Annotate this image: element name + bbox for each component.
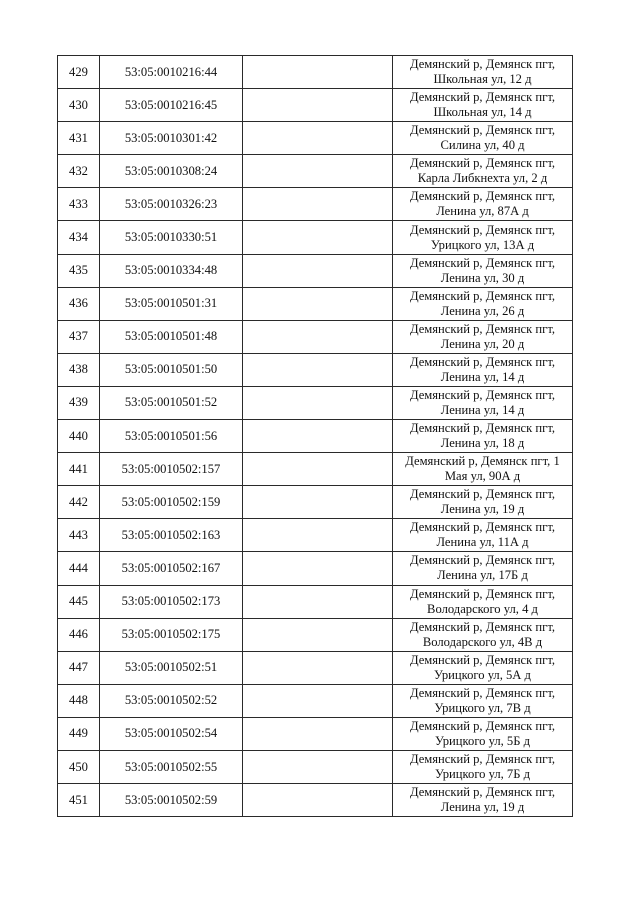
address-cell — [393, 784, 573, 817]
empty-cell — [243, 254, 393, 287]
empty-cell — [243, 784, 393, 817]
address-line-1: Демянский р, Демянск пгт, 1 — [405, 454, 560, 469]
cadastral-number-cell: 53:05:0010502:51 — [100, 651, 243, 684]
address-cell — [393, 221, 573, 254]
empty-cell — [243, 618, 393, 651]
address-line-2: Урицкого ул, 7Б д — [434, 767, 531, 782]
cadastral-number-cell: 53:05:0010502:159 — [100, 486, 243, 519]
table-row — [58, 552, 573, 585]
address-line-1: Демянский р, Демянск пгт, — [409, 487, 556, 502]
empty-cell — [243, 122, 393, 155]
row-number-cell: 435 — [58, 254, 100, 287]
table-row — [58, 89, 573, 122]
table-row — [58, 122, 573, 155]
address-cell — [393, 519, 573, 552]
table-row — [58, 56, 573, 89]
address-line-2: Школьная ул, 14 д — [433, 105, 532, 120]
empty-cell — [243, 684, 393, 717]
address-cell — [393, 122, 573, 155]
empty-cell — [243, 651, 393, 684]
row-number-cell: 430 — [58, 89, 100, 122]
address-cell — [393, 155, 573, 188]
table-row — [58, 486, 573, 519]
address-cell — [393, 320, 573, 353]
address-line-2: Силина ул, 40 д — [440, 138, 525, 153]
empty-cell — [243, 717, 393, 750]
row-number-cell: 449 — [58, 717, 100, 750]
empty-cell — [243, 89, 393, 122]
empty-cell — [243, 420, 393, 453]
table-row — [58, 221, 573, 254]
address-cell — [393, 188, 573, 221]
row-number-cell: 432 — [58, 155, 100, 188]
address-cell — [393, 56, 573, 89]
row-number-cell: 445 — [58, 585, 100, 618]
empty-cell — [243, 221, 393, 254]
row-number-cell: 442 — [58, 486, 100, 519]
address-cell — [393, 453, 573, 486]
table-row — [58, 519, 573, 552]
address-line-2: Ленина ул, 11А д — [436, 535, 529, 550]
address-line-1: Демянский р, Демянск пгт, — [409, 619, 556, 634]
address-line-1: Демянский р, Демянск пгт, — [409, 520, 556, 535]
address-line-1: Демянский р, Демянск пгт, — [409, 90, 556, 105]
address-line-1: Демянский р, Демянск пгт, — [409, 156, 556, 171]
table-row — [58, 320, 573, 353]
table-row — [58, 651, 573, 684]
address-line-2: Володарского ул, 4В д — [422, 634, 543, 649]
table-row — [58, 386, 573, 419]
address-line-1: Демянский р, Демянск пгт, — [409, 718, 556, 733]
table-row — [58, 585, 573, 618]
address-line-2: Урицкого ул, 5А д — [434, 667, 531, 682]
table-row — [58, 453, 573, 486]
empty-cell — [243, 353, 393, 386]
row-number-cell: 431 — [58, 122, 100, 155]
table-row — [58, 353, 573, 386]
address-line-1: Демянский р, Демянск пгт, — [409, 785, 556, 800]
table-row — [58, 717, 573, 750]
address-line-1: Демянский р, Демянск пгт, — [409, 752, 556, 767]
cadastral-number-cell: 53:05:0010326:23 — [100, 188, 243, 221]
address-cell — [393, 89, 573, 122]
row-number-cell: 429 — [58, 56, 100, 89]
address-line-2: Ленина ул, 14 д — [440, 402, 525, 417]
row-number-cell: 436 — [58, 287, 100, 320]
empty-cell — [243, 486, 393, 519]
address-cell — [393, 651, 573, 684]
address-cell — [393, 254, 573, 287]
empty-cell — [243, 155, 393, 188]
cadastral-number-cell: 53:05:0010501:31 — [100, 287, 243, 320]
property-table — [57, 55, 573, 817]
address-line-2: Карла Либкнехта ул, 2 д — [417, 171, 548, 186]
cadastral-number-cell: 53:05:0010502:173 — [100, 585, 243, 618]
address-line-2: Урицкого ул, 7В д — [434, 700, 531, 715]
empty-cell — [243, 453, 393, 486]
address-cell — [393, 287, 573, 320]
address-line-2: Урицкого ул, 5Б д — [434, 733, 531, 748]
cadastral-number-cell: 53:05:0010301:42 — [100, 122, 243, 155]
empty-cell — [243, 287, 393, 320]
cadastral-number-cell: 53:05:0010502:52 — [100, 684, 243, 717]
row-number-cell: 444 — [58, 552, 100, 585]
address-cell — [393, 684, 573, 717]
address-cell — [393, 420, 573, 453]
address-line-2: Школьная ул, 12 д — [433, 72, 532, 87]
table-row — [58, 618, 573, 651]
address-line-2: Ленина ул, 14 д — [440, 369, 525, 384]
row-number-cell: 433 — [58, 188, 100, 221]
address-cell — [393, 618, 573, 651]
row-number-cell: 438 — [58, 353, 100, 386]
row-number-cell: 448 — [58, 684, 100, 717]
empty-cell — [243, 188, 393, 221]
row-number-cell: 446 — [58, 618, 100, 651]
address-line-2: Ленина ул, 19 д — [440, 800, 525, 815]
cadastral-number-cell: 53:05:0010334:48 — [100, 254, 243, 287]
empty-cell — [243, 386, 393, 419]
address-cell — [393, 585, 573, 618]
cadastral-number-cell: 53:05:0010501:50 — [100, 353, 243, 386]
address-line-1: Демянский р, Демянск пгт, — [409, 189, 556, 204]
empty-cell — [243, 56, 393, 89]
table-row — [58, 420, 573, 453]
cadastral-number-cell: 53:05:0010502:59 — [100, 784, 243, 817]
address-line-2: Ленина ул, 30 д — [440, 270, 525, 285]
address-line-2: Ленина ул, 26 д — [440, 303, 525, 318]
address-line-1: Демянский р, Демянск пгт, — [409, 288, 556, 303]
cadastral-number-cell: 53:05:0010330:51 — [100, 221, 243, 254]
table-row — [58, 287, 573, 320]
empty-cell — [243, 320, 393, 353]
address-line-1: Демянский р, Демянск пгт, — [409, 652, 556, 667]
cadastral-number-cell: 53:05:0010502:167 — [100, 552, 243, 585]
table-body — [58, 56, 573, 817]
row-number-cell: 450 — [58, 750, 100, 783]
row-number-cell: 441 — [58, 453, 100, 486]
address-line-2: Ленина ул, 20 д — [440, 336, 525, 351]
address-cell — [393, 486, 573, 519]
empty-cell — [243, 585, 393, 618]
row-number-cell: 447 — [58, 651, 100, 684]
document-page — [57, 55, 572, 817]
row-number-cell: 439 — [58, 386, 100, 419]
address-line-2: Ленина ул, 17Б д — [437, 568, 528, 583]
address-line-1: Демянский р, Демянск пгт, — [409, 421, 556, 436]
address-line-2: Ленина ул, 87А д — [436, 204, 529, 219]
address-line-1: Демянский р, Демянск пгт, — [409, 255, 556, 270]
address-line-1: Демянский р, Демянск пгт, — [409, 354, 556, 369]
address-line-1: Демянский р, Демянск пгт, — [409, 685, 556, 700]
cadastral-number-cell: 53:05:0010501:56 — [100, 420, 243, 453]
address-cell — [393, 552, 573, 585]
cadastral-number-cell: 53:05:0010502:54 — [100, 717, 243, 750]
cadastral-number-cell: 53:05:0010502:157 — [100, 453, 243, 486]
row-number-cell: 434 — [58, 221, 100, 254]
cadastral-number-cell: 53:05:0010501:48 — [100, 320, 243, 353]
row-number-cell: 437 — [58, 320, 100, 353]
cadastral-number-cell: 53:05:0010501:52 — [100, 386, 243, 419]
table-row — [58, 155, 573, 188]
address-line-1: Демянский р, Демянск пгт, — [409, 321, 556, 336]
table-row — [58, 784, 573, 817]
row-number-cell: 443 — [58, 519, 100, 552]
empty-cell — [243, 552, 393, 585]
cadastral-number-cell: 53:05:0010502:163 — [100, 519, 243, 552]
address-line-1: Демянский р, Демянск пгт, — [409, 222, 556, 237]
address-cell — [393, 353, 573, 386]
address-line-1: Демянский р, Демянск пгт, — [409, 586, 556, 601]
table-row — [58, 750, 573, 783]
cadastral-number-cell: 53:05:0010216:45 — [100, 89, 243, 122]
cadastral-number-cell: 53:05:0010216:44 — [100, 56, 243, 89]
table-row — [58, 188, 573, 221]
address-line-1: Демянский р, Демянск пгт, — [409, 57, 556, 72]
address-cell — [393, 717, 573, 750]
table-row — [58, 684, 573, 717]
address-line-2: Ленина ул, 18 д — [440, 436, 525, 451]
cadastral-number-cell: 53:05:0010308:24 — [100, 155, 243, 188]
empty-cell — [243, 750, 393, 783]
address-cell — [393, 386, 573, 419]
address-line-2: Володарского ул, 4 д — [427, 601, 538, 616]
empty-cell — [243, 519, 393, 552]
address-line-2: Мая ул, 90А д — [444, 469, 521, 484]
cadastral-number-cell: 53:05:0010502:175 — [100, 618, 243, 651]
address-line-1: Демянский р, Демянск пгт, — [409, 123, 556, 138]
row-number-cell: 451 — [58, 784, 100, 817]
address-line-2: Ленина ул, 19 д — [440, 502, 525, 517]
row-number-cell: 440 — [58, 420, 100, 453]
address-line-1: Демянский р, Демянск пгт, — [409, 553, 556, 568]
table-row — [58, 254, 573, 287]
address-line-1: Демянский р, Демянск пгт, — [409, 387, 556, 402]
address-cell — [393, 750, 573, 783]
cadastral-number-cell: 53:05:0010502:55 — [100, 750, 243, 783]
address-line-2: Урицкого ул, 13А д — [430, 237, 535, 252]
